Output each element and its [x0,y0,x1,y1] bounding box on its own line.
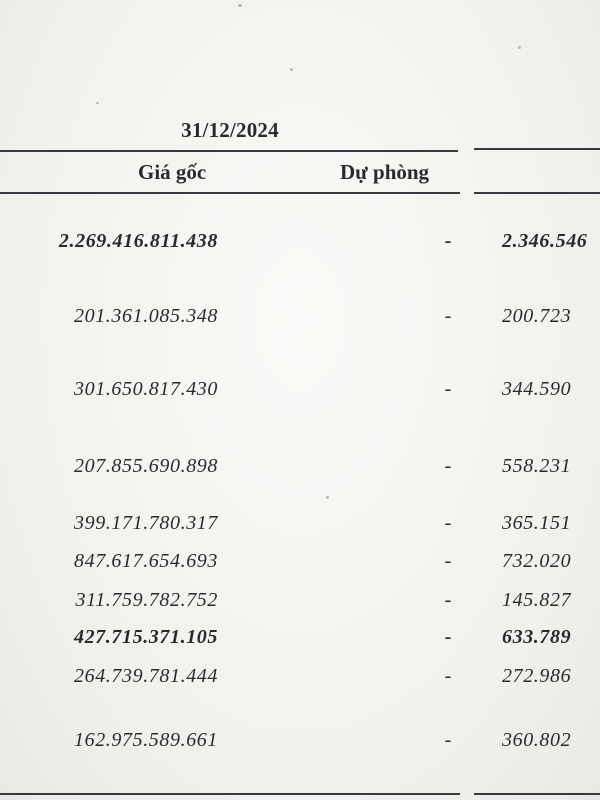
column-header-cost: Giá gốc [138,160,207,184]
provision-cell: - [444,230,452,252]
period-header: 31/12/2024 [181,118,279,142]
provision-cell: - [444,729,452,751]
scan-speck [518,46,521,49]
provision-cell: - [444,665,452,687]
provision-cell: - [444,305,452,327]
scan-speck [290,68,293,71]
table-row [0,729,600,755]
prior-period-cell: 558.231 [502,455,572,477]
cost-cell: 162.975.589.661 [74,729,218,751]
scan-speck [96,102,99,104]
header-rule-left [0,150,458,152]
prior-period-cell: 145.827 [502,589,572,611]
cost-cell: 264.739.781.444 [74,665,218,687]
table-row [0,378,600,404]
prior-period-cell: 360.802 [502,729,572,751]
provision-cell: - [444,626,452,648]
prior-period-cell: 272.986 [502,665,572,687]
prior-period-cell: 633.789 [502,626,572,648]
table-row [0,626,600,652]
table-row [0,512,600,538]
column-header-provision: Dự phòng [340,160,430,184]
scan-speck [238,4,242,7]
table-row [0,550,600,576]
cost-cell: 399.171.780.317 [74,512,218,534]
scan-speck [326,496,329,499]
provision-cell: - [444,378,452,400]
prior-period-cell: 365.151 [502,512,572,534]
cost-cell: 2.269.416.811.438 [58,230,218,252]
header-rule-right [474,148,600,150]
column-underline-left [0,192,460,194]
cost-cell: 207.855.690.898 [74,455,218,477]
table-row [0,589,600,615]
prior-period-cell: 200.723 [502,305,572,327]
provision-cell: - [444,512,452,534]
cost-cell: 201.361.085.348 [74,305,218,327]
table-bottom-rule-left [0,793,460,795]
table-row [0,665,600,691]
prior-period-cell: 2.346.546 [502,230,588,252]
prior-period-cell: 732.020 [502,550,572,572]
provision-cell: - [444,589,452,611]
table-row [0,455,600,481]
prior-period-cell: 344.590 [502,378,572,400]
table-row [0,305,600,331]
column-underline-right [474,192,600,194]
table-bottom-rule-right [474,793,600,795]
provision-cell: - [444,550,452,572]
provision-cell: - [444,455,452,477]
cost-cell: 847.617.654.693 [74,550,218,572]
table-row [0,230,600,256]
cost-cell: 311.759.782.752 [75,589,218,611]
cost-cell: 301.650.817.430 [74,378,218,400]
cost-cell: 427.715.371.105 [74,626,218,648]
